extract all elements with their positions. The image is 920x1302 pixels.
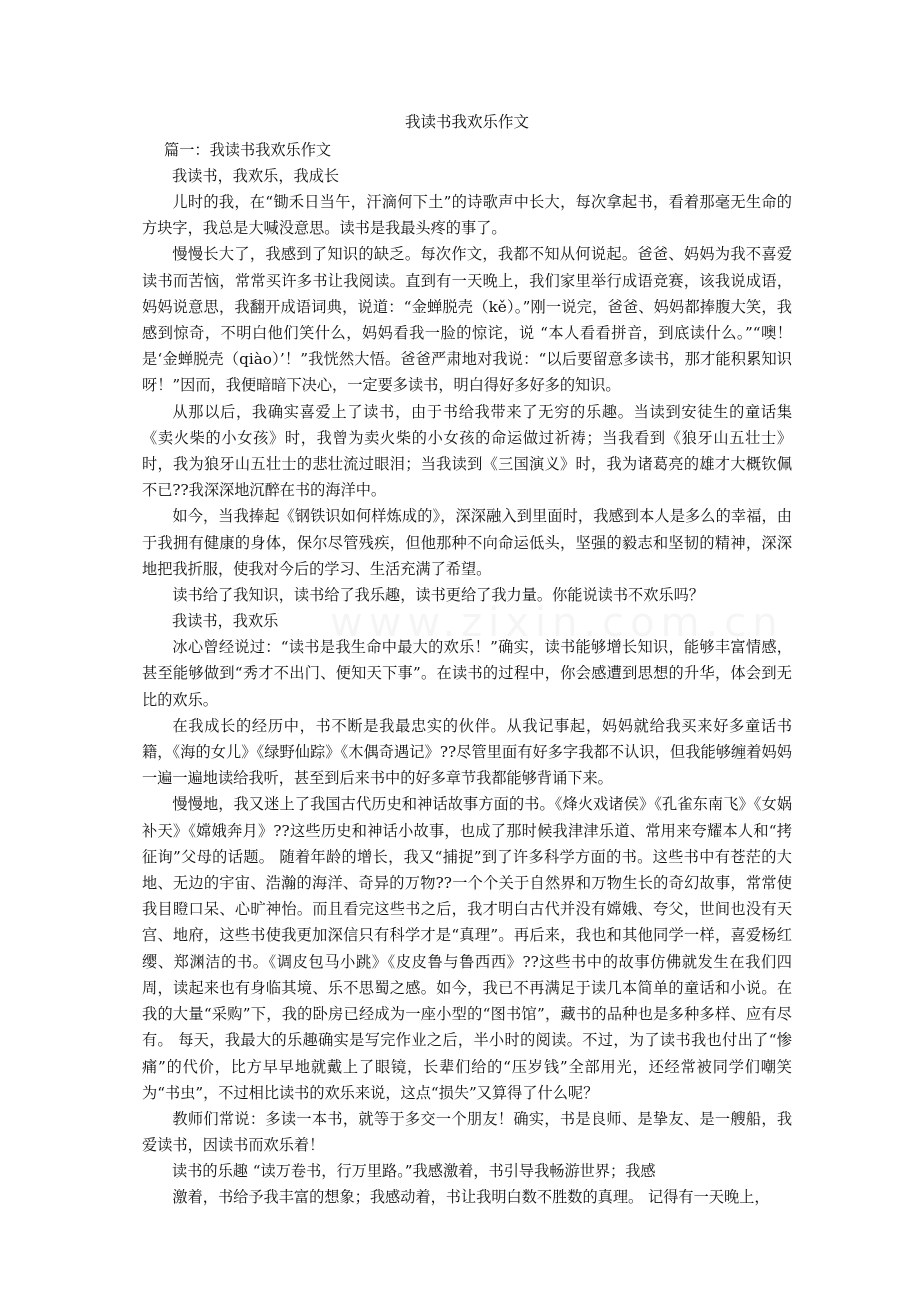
paragraph: 如今，当我捧起《钢铁识如何样炼成的》，深深融入到里面时，我感到本人是多么的幸福，由于我拥有健康的身体，保尔尽管残疾，但他那种不向命运低头，坚强的毅志和坚韧的精神，深深地把我折服，使我对今后的学习、生活充满了希望。	[142, 507, 792, 578]
sub-heading: 读书的乐趣 “读万卷书，行万里路。”我感激着，书引导我畅游世界；我感	[172, 1162, 656, 1181]
paragraph: 教师们常说：多读一本书，就等于多交一个朋友！确实，书是良师、是挚友、是一艘船，我爱读书，因读书而欢乐着！	[142, 1109, 792, 1155]
paragraph: 激着，书给予我丰富的想象；我感动着，书让我明白数不胜数的真理。 记得有一天晚上，	[172, 1188, 770, 1207]
paragraph: 慢慢地，我又迷上了我国古代历史和神话故事方面的书。《烽火戏诸侯》《孔雀东南飞》《女娲补天》《嫦娥奔月》??这些历史和神话小故事，也成了那时候我津津乐道、常用来夸耀本人和“拷征询”父母的话题。 随着年龄的增长，我又“捕捉”到了许多科学方面的书。这些书中有苍茫的大地、无边的宇宙、浩瀚的海洋、奇异的万物??一个个关于自然界和万物生长的奇幻故事，常常使我目瞪口呆、心旷神怡。而且看完这些书之后，我才明白古代并没有嫦娥、夸父，世间也没有天宫、地府，这些书使我更加深信只有科学才是“真理”。再后来，我也和其他同学一样，喜爱杨红缨、郑渊洁的书。《调皮包马小跳》《皮皮鲁与鲁西西》??这些书中的故事仿佛就发生在我们四周，读起来也有身临其境、乐不思蜀之感。如今，我已不再满足于读几本简单的童话和小说。在我的大量“采购”下，我的卧房已经成为一座小型的“图书馆”，藏书的品种也是多种多样、应有尽有。 每天，我最大的乐趣确实是写完作业之后，半小时的阅读。不过，为了读书我也付出了“惨痛”的代价，比方早早地就戴上了眼镜，长辈们给的“压岁钱”全部用光，还经常被同学们嘲笑为“书虫”，不过相比读书的欢乐来说，这点“损失”又算得了什么呢？	[142, 795, 792, 1102]
document-page	[142, 110, 792, 1211]
paragraph: 从那以后，我确实喜爱上了读书，由于书给我带来了无穷的乐趣。当读到安徒生的童话集《卖火柴的小女孩》时，我曾为卖火柴的小女孩的命运做过祈祷；当我看到《狼牙山五壮士》时，我为狼牙山五壮士的悲壮流过眼泪；当我读到《三国演义》时，我为诸葛亮的雄才大概钦佩不已??我深深地沉醉在书的海洋中。	[142, 402, 792, 500]
sub-heading: 我读书，我欢乐，我成长	[172, 167, 340, 185]
paragraph: 慢慢长大了，我感到了知识的缺乏。每次作文，我都不知从何说起。爸爸、妈妈为我不喜爱读书而苦恼，常常买许多书让我阅读。直到有一天晚上，我们家里举行成语竞赛，该我说成语，妈妈说意思，我翻开成语词典，说道：“金蝉脱壳（kě）。”刚一说完，爸爸、妈妈都捧腹大笑，我感到惊奇，不明白他们笑什么，妈妈看我一脸的惊诧，说 “本人看看拼音，到底读什么。”“噢！是‘金蝉脱壳（qiào）’！”我恍然大悟。爸爸严肃地对我说：“以后要留意多读书，那才能积累知识呀！”因而，我便暗暗下决心，一定要多读书，明白得好多好多的知识。	[142, 245, 792, 395]
document-title: 我读书我欢乐作文	[404, 113, 529, 131]
paragraph: 儿时的我，在“锄禾日当午，汗滴何下土”的诗歌声中长大，每次拿起书，看着那毫无生命的方块字，我总是大喊没意思。读书是我最头疼的事了。	[142, 193, 792, 238]
paragraph: 冰心曾经说过：“读书是我生命中最大的欢乐！”确实，读书能够增长知识，能够丰富情感，甚至能够做到“秀才不出门、便知天下事”。在读书的过程中，你会感遭到思想的升华，体会到无比的欢乐。	[142, 638, 792, 709]
paragraph: 在我成长的经历中，书不断是我最忠实的伙伴。从我记事起，妈妈就给我买来好多童话书籍，《海的女儿》《绿野仙踪》《木偶奇遇记》??尽管里面有好多字我都不认识，但我能够缠着妈妈一遍一遍地读给我听，甚至到后来书中的好多章节我都能够背诵下来。	[142, 716, 792, 788]
paragraph: 读书给了我知识，读书给了我乐趣，读书更给了我力量。你能说读书不欢乐吗？	[172, 586, 704, 605]
section-heading: 篇一：我读书我欢乐作文	[164, 141, 332, 159]
sub-heading: 我读书，我欢乐	[172, 612, 279, 631]
